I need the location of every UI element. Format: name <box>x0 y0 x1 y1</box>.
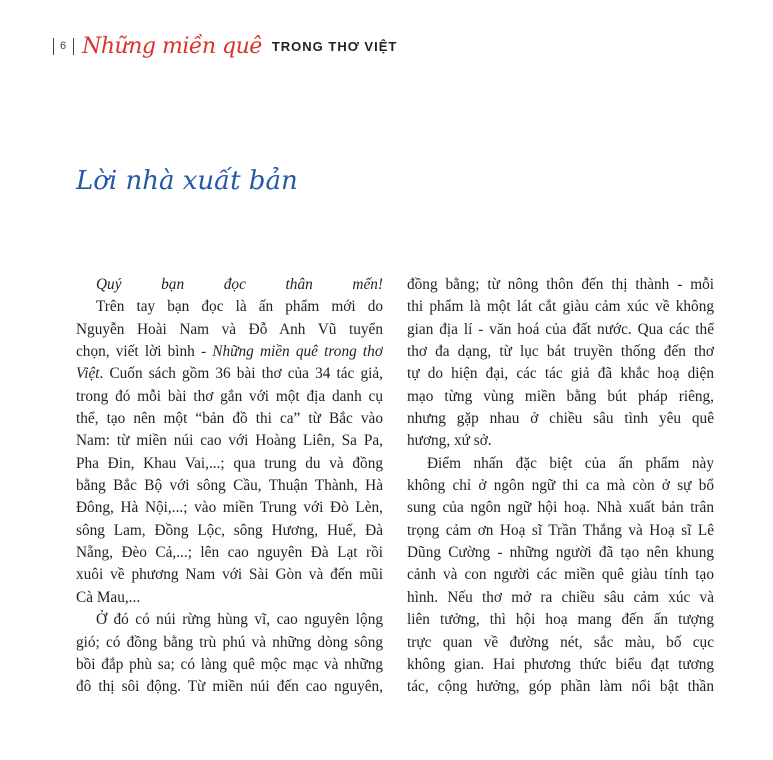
body-text-line: Nẵng, Đèo Cả,...; lên cao nguyên Đà Lạt rồi <box>76 544 383 562</box>
body-text-line: Pha Đin, Khau Vai,...; qua trung du và đồng <box>76 454 383 472</box>
body-text-line: không gian. Hai phương thức biểu đạt tương <box>407 655 714 673</box>
body-text-line: không chỉ ở ngôn ngữ thi ca mà còn ở sự bổ <box>407 477 714 495</box>
body-text-line: hương, xứ sở. <box>407 432 492 450</box>
body-text-line: sông Lam, Đồng Lộc, sông Hương, Huế, Đà <box>76 521 383 539</box>
running-header <box>53 30 397 62</box>
page-title: Lời nhà xuất bản <box>76 166 298 196</box>
body-text-line: mạo từng vùng miền bằng bút pháp riêng, <box>407 387 714 405</box>
left-column <box>76 274 383 699</box>
body-text-line: trọng cảm ơn Hoạ sĩ Trần Thắng và Hoạ sĩ Lê <box>407 521 714 539</box>
body-text-line: tác, cộng hưởng, góp phần làm nổi bật thần <box>407 678 714 696</box>
body-text-line: nhưng gặp nhau ở chiều sâu tình yêu quê <box>407 410 714 428</box>
body-text-line: trong đó mỗi bài thơ gắn với một địa danh cụ <box>76 387 383 405</box>
header-divider <box>73 38 74 55</box>
book-tagline: TRONG THƠ VIỆT <box>271 38 398 54</box>
body-text-line: Dũng Cường - những người đã tạo nên khung <box>407 544 714 562</box>
body-text-line: hình. Nếu thơ mở ra chiều sâu cảm xúc và <box>407 588 714 606</box>
body-text-line: cảnh và con người các miền quê giàu tính tạo <box>407 566 714 584</box>
body-text-line: thơ đa dạng, từ lục bát truyền thống đến thơ <box>407 343 714 361</box>
body-text-line: Quý bạn đọc thân mến! <box>96 276 383 293</box>
text-run: Những miền quê trong thơ <box>212 343 383 361</box>
body-text-line: Nguyễn Hoài Nam và Đỗ Anh Vũ tuyển <box>76 320 383 338</box>
header-divider <box>53 38 54 55</box>
body-text-line <box>76 363 383 385</box>
body-text-line: liên tưởng, thì hội hoạ mang đến ấn tượng <box>407 611 714 629</box>
body-text-line: Cà Mau,... <box>76 588 141 606</box>
right-column <box>407 274 714 699</box>
body-text-line: Điểm nhấn đặc biệt của ấn phẩm này <box>427 454 714 472</box>
body-text-line: bằng Bắc Bộ với sông Cầu, Thuận Thành, Hà <box>76 477 383 495</box>
body-text-line: Đông, Hà Nội,...; vào miền Trung với Đò Lèn, <box>76 499 383 517</box>
body-text-line: thi phẩm là một lát cắt giàu cảm xúc về không <box>407 298 714 316</box>
body-text-line: sung của ngôn ngữ hội hoạ. Nhà xuất bản trân <box>407 499 714 517</box>
book-title: Những miền quê <box>82 33 262 59</box>
body-text-line: thể, tạo nên một “bản đồ thi ca” từ Bắc vào <box>76 410 383 428</box>
body-text-line: Trên tay bạn đọc là ấn phẩm mới do <box>96 298 383 316</box>
body-text-line: đồng bằng; từ nông thôn đến thị thành - mỗi <box>407 276 714 293</box>
body-text-line: xuôi về phương Nam với Sài Gòn và đến mũi <box>76 566 383 584</box>
text-run: Việt <box>76 365 100 383</box>
body-text-line: Nam: từ miền núi cao với Hoàng Liên, Sa Pa, <box>76 432 383 450</box>
body-text-line: gió; có đồng bằng trù phú và những dòng sông <box>76 633 383 651</box>
body-text-line: đô thị sôi động. Từ miền núi đến cao nguyên, <box>76 678 383 696</box>
body-text-line: tự do hiện đại, các tác giả đã khắc hoạ diện <box>407 365 714 383</box>
body-text-line: bồi đắp phù sa; có làng quê mộc mạc và những <box>76 655 383 673</box>
page-number: 6 <box>60 40 68 52</box>
text-run: . Cuốn sách gồm 36 bài thơ của 34 tác giả, <box>99 365 383 383</box>
text-run: chọn, viết lời bình - <box>76 343 213 361</box>
body-text-line: Ở đó có núi rừng hùng vĩ, cao nguyên lộng <box>96 611 383 629</box>
body-text-line: gian địa lí - văn hoá của đất nước. Qua các thể <box>407 320 714 338</box>
body-text-line: trực quan về đường nét, sắc màu, bố cục <box>407 633 714 651</box>
body-text-line <box>76 341 383 363</box>
